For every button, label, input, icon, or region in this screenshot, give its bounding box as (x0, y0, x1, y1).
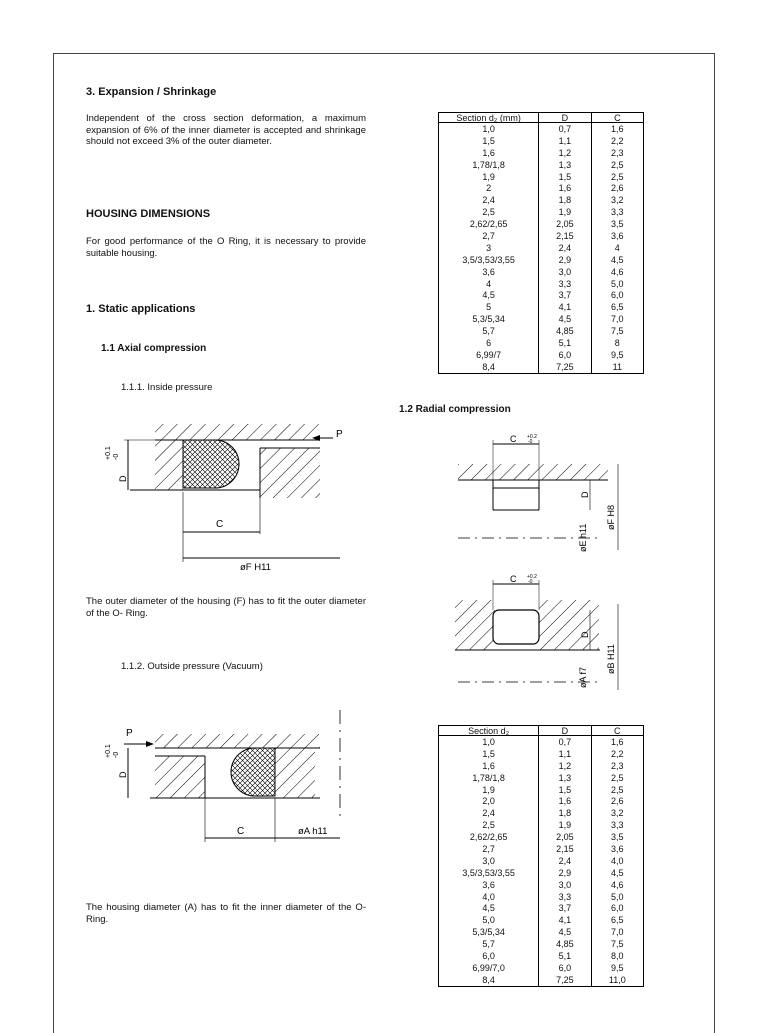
cell-c: 3,6 (591, 230, 643, 242)
d-tol-bot: -0 (113, 751, 120, 758)
c-label: C (510, 574, 517, 584)
table-row (439, 843, 644, 855)
a-h11-label: øA h11 (298, 826, 328, 837)
cell-section: 2,7 (439, 230, 539, 242)
cell-section: 3,5/3,53/3,55 (439, 254, 539, 266)
cell-c: 2,6 (591, 182, 643, 194)
table-row (439, 266, 644, 278)
table-row (439, 784, 644, 796)
d-label: D (580, 491, 590, 498)
cell-section: 6,0 (439, 950, 539, 962)
cell-section: 1,6 (439, 760, 539, 772)
cell-section: 4,0 (439, 891, 539, 903)
cell-d: 2,9 (539, 867, 591, 879)
table-row (439, 301, 644, 313)
p-label: P (126, 728, 133, 739)
cell-c: 3,6 (591, 843, 643, 855)
cell-c: 2,3 (591, 147, 643, 159)
cell-d: 1,5 (539, 171, 591, 183)
table-row (439, 159, 644, 171)
table-row (439, 206, 644, 218)
cell-c: 6,0 (591, 902, 643, 914)
cell-d: 1,8 (539, 807, 591, 819)
cell-d: 2,4 (539, 242, 591, 254)
cell-c: 7,5 (591, 938, 643, 950)
table-row (439, 313, 644, 325)
table-row (439, 349, 644, 361)
cell-c: 7,0 (591, 313, 643, 325)
cell-d: 5,1 (539, 950, 591, 962)
f-h8-label: øF H8 (606, 504, 616, 530)
housing-top-hatch (155, 734, 320, 748)
d-tol-bot: -0 (113, 453, 120, 460)
cell-section: 5,3/5,34 (439, 926, 539, 938)
c-tol-bot: -0 (528, 579, 533, 585)
table-row (439, 218, 644, 230)
table-row (439, 926, 644, 938)
c-tol-top: +0.2 (527, 574, 537, 580)
table-row (439, 891, 644, 903)
table-row (439, 182, 644, 194)
cell-section: 1,6 (439, 147, 539, 159)
cell-c: 11,0 (591, 974, 643, 986)
table-row (439, 867, 644, 879)
cell-d: 3,7 (539, 902, 591, 914)
cell-d: 1,6 (539, 182, 591, 194)
cell-d: 4,5 (539, 313, 591, 325)
b-h11-label: øB H11 (606, 644, 616, 674)
cell-section: 2,62/2,65 (439, 218, 539, 230)
table-row (439, 950, 644, 962)
cell-section: 2 (439, 182, 539, 194)
header-d: D (539, 113, 591, 123)
cell-d: 1,1 (539, 748, 591, 760)
c-tol-top: +0.2 (527, 434, 537, 440)
cell-d: 3,0 (539, 879, 591, 891)
cell-d: 3,7 (539, 289, 591, 301)
housing-left-hatch (455, 600, 495, 650)
cell-c: 4,6 (591, 879, 643, 891)
cell-c: 5,0 (591, 278, 643, 290)
cell-c: 2,2 (591, 748, 643, 760)
cell-d: 2,15 (539, 230, 591, 242)
cell-section: 4,5 (439, 902, 539, 914)
d-tol-top: +0.1 (105, 744, 112, 758)
cell-section: 2,4 (439, 194, 539, 206)
cell-d: 1,1 (539, 135, 591, 147)
cell-section: 3,6 (439, 266, 539, 278)
cell-c: 2,5 (591, 772, 643, 784)
table-row (439, 879, 644, 891)
cell-c: 2,3 (591, 760, 643, 772)
cell-section: 3,6 (439, 879, 539, 891)
cell-section: 4,5 (439, 289, 539, 301)
table-row (439, 819, 644, 831)
cell-d: 2,15 (539, 843, 591, 855)
cell-d: 3,3 (539, 891, 591, 903)
cell-d: 3,0 (539, 266, 591, 278)
radial-title: 1.2 Radial compression (399, 404, 511, 415)
cell-section: 3,5/3,53/3,55 (439, 867, 539, 879)
table-row (439, 278, 644, 290)
cell-c: 3,3 (591, 819, 643, 831)
c-label: C (237, 826, 245, 837)
cell-d: 2,05 (539, 218, 591, 230)
axial-title: 1.1 Axial compression (101, 343, 207, 354)
o-ring-section (183, 440, 239, 488)
cell-d: 4,1 (539, 301, 591, 313)
section-table-2 (438, 725, 644, 987)
table-row (439, 902, 644, 914)
radial-diagram-bottom (450, 570, 650, 700)
cell-d: 2,4 (539, 855, 591, 867)
cell-c: 6,0 (591, 289, 643, 301)
cell-section: 1,0 (439, 736, 539, 748)
c-label: C (216, 519, 224, 530)
cell-c: 7,0 (591, 926, 643, 938)
housing-title: HOUSING DIMENSIONS (86, 208, 211, 220)
cell-d: 1,3 (539, 772, 591, 784)
cell-section: 2,4 (439, 807, 539, 819)
housing-right-hatch (275, 748, 315, 798)
table-row (439, 855, 644, 867)
cell-section: 8,4 (439, 361, 539, 373)
inside-pressure-diagram (90, 412, 360, 572)
cell-d: 6,0 (539, 962, 591, 974)
cell-c: 3,3 (591, 206, 643, 218)
cell-d: 4,5 (539, 926, 591, 938)
cell-c: 4,5 (591, 867, 643, 879)
cell-d: 1,2 (539, 760, 591, 772)
static-title: 1. Static applications (86, 303, 196, 315)
cell-section: 3 (439, 242, 539, 254)
cell-section: 2,0 (439, 795, 539, 807)
table-row (439, 254, 644, 266)
cell-d: 0,7 (539, 736, 591, 748)
cell-section: 1,9 (439, 784, 539, 796)
cell-section: 5 (439, 301, 539, 313)
cell-c: 4 (591, 242, 643, 254)
table-row (439, 760, 644, 772)
cell-c: 4,5 (591, 254, 643, 266)
o-ring-section (493, 610, 539, 644)
cell-d: 1,9 (539, 819, 591, 831)
table-row (439, 230, 644, 242)
table-row (439, 337, 644, 349)
cell-d: 6,0 (539, 349, 591, 361)
cell-section: 6,99/7,0 (439, 962, 539, 974)
cell-c: 1,6 (591, 736, 643, 748)
d-label: D (118, 475, 128, 482)
table-row (439, 289, 644, 301)
table-row (439, 123, 644, 135)
cell-c: 9,5 (591, 962, 643, 974)
o-ring-section (231, 748, 275, 796)
cell-section: 1,5 (439, 135, 539, 147)
c-tol-bot: -0 (528, 439, 533, 445)
table-header (439, 726, 644, 736)
cell-c: 7,5 (591, 325, 643, 337)
cell-section: 1,78/1,8 (439, 772, 539, 784)
cell-d: 4,85 (539, 325, 591, 337)
table-row (439, 242, 644, 254)
table-row (439, 795, 644, 807)
cell-d: 2,05 (539, 831, 591, 843)
e-h11-label: øE h11 (578, 523, 588, 552)
cell-c: 2,5 (591, 159, 643, 171)
table-row (439, 325, 644, 337)
cell-d: 2,9 (539, 254, 591, 266)
cell-section: 4 (439, 278, 539, 290)
cell-section: 1,78/1,8 (439, 159, 539, 171)
cell-section: 2,7 (439, 843, 539, 855)
cell-section: 3,0 (439, 855, 539, 867)
housing-left-hatch (155, 756, 205, 798)
housing-left-hatch (155, 440, 183, 490)
table-row (439, 135, 644, 147)
cell-section: 2,5 (439, 819, 539, 831)
cell-c: 2,6 (591, 795, 643, 807)
radial-diagram-top (450, 430, 650, 560)
cell-c: 2,5 (591, 171, 643, 183)
cell-section: 5,7 (439, 938, 539, 950)
cell-section: 2,62/2,65 (439, 831, 539, 843)
cell-section: 1,9 (439, 171, 539, 183)
d-label: D (580, 631, 590, 638)
c-label: C (510, 434, 517, 444)
outside-note: The housing diameter (A) has to fit the inner diameter of the O-Ring. (86, 902, 366, 925)
table-row (439, 748, 644, 760)
housing-right-hatch (260, 448, 320, 498)
table-row (439, 974, 644, 986)
cell-c: 2,2 (591, 135, 643, 147)
section3-text: Independent of the cross section deformation, a maximum expansion of 6% of the inner diameter is accepted and shrinkage should not exceed 3% of the outer diameter. (86, 113, 366, 147)
cell-d: 4,1 (539, 914, 591, 926)
cell-section: 5,0 (439, 914, 539, 926)
inside-pressure-title: 1.1.1. Inside pressure (121, 382, 213, 393)
cell-d: 1,9 (539, 206, 591, 218)
d-tol-top: +0.1 (105, 446, 112, 460)
cell-c: 4,0 (591, 855, 643, 867)
outside-pressure-title: 1.1.2. Outside pressure (Vacuum) (121, 661, 263, 672)
table-row (439, 147, 644, 159)
a-f7-label: øA f7 (578, 666, 588, 688)
cell-d: 5,1 (539, 337, 591, 349)
cell-d: 3,3 (539, 278, 591, 290)
housing-top-hatch (155, 424, 320, 440)
cell-d: 1,5 (539, 784, 591, 796)
cell-c: 11 (591, 361, 643, 373)
outside-pressure-diagram (90, 708, 360, 848)
cell-d: 7,25 (539, 974, 591, 986)
header-section: Section d₂ (mm) (439, 113, 539, 123)
table-row (439, 962, 644, 974)
cell-c: 5,0 (591, 891, 643, 903)
cell-c: 3,5 (591, 218, 643, 230)
cell-section: 2,5 (439, 206, 539, 218)
header-d: D (539, 726, 591, 736)
f-h11-label: øF H11 (240, 562, 271, 572)
table-row (439, 807, 644, 819)
cell-section: 5,7 (439, 325, 539, 337)
p-label: P (336, 429, 343, 440)
header-section: Section d₂ (439, 726, 539, 736)
cell-section: 6 (439, 337, 539, 349)
table-row (439, 938, 644, 950)
cell-c: 3,5 (591, 831, 643, 843)
cell-section: 5,3/5,34 (439, 313, 539, 325)
cell-c: 9,5 (591, 349, 643, 361)
cell-d: 0,7 (539, 123, 591, 135)
cell-c: 1,6 (591, 123, 643, 135)
cell-c: 6,5 (591, 914, 643, 926)
cell-c: 4,6 (591, 266, 643, 278)
cell-c: 3,2 (591, 194, 643, 206)
cell-c: 8,0 (591, 950, 643, 962)
table-row (439, 361, 644, 373)
d-label: D (118, 771, 128, 778)
cell-c: 2,5 (591, 784, 643, 796)
cell-d: 7,25 (539, 361, 591, 373)
cell-section: 8,4 (439, 974, 539, 986)
cell-section: 1,5 (439, 748, 539, 760)
cell-c: 6,5 (591, 301, 643, 313)
cell-c: 3,2 (591, 807, 643, 819)
cell-d: 1,2 (539, 147, 591, 159)
housing-hatch (458, 464, 608, 480)
table-header (439, 113, 644, 123)
header-c: C (591, 113, 643, 123)
section-table-1 (438, 112, 644, 374)
cell-d: 1,3 (539, 159, 591, 171)
cell-d: 1,8 (539, 194, 591, 206)
table-row (439, 772, 644, 784)
cell-c: 8 (591, 337, 643, 349)
cell-section: 6,99/7 (439, 349, 539, 361)
table-row (439, 194, 644, 206)
table-row (439, 171, 644, 183)
table-row (439, 831, 644, 843)
inside-note: The outer diameter of the housing (F) has to fit the outer diameter of the O- Ring. (86, 596, 366, 619)
table-row (439, 914, 644, 926)
cell-d: 1,6 (539, 795, 591, 807)
table-row (439, 736, 644, 748)
housing-text: For good performance of the O Ring, it is necessary to provide suitable housing. (86, 236, 366, 259)
cell-section: 1,0 (439, 123, 539, 135)
cell-d: 4,85 (539, 938, 591, 950)
header-c: C (591, 726, 643, 736)
section3-title: 3. Expansion / Shrinkage (86, 86, 217, 98)
